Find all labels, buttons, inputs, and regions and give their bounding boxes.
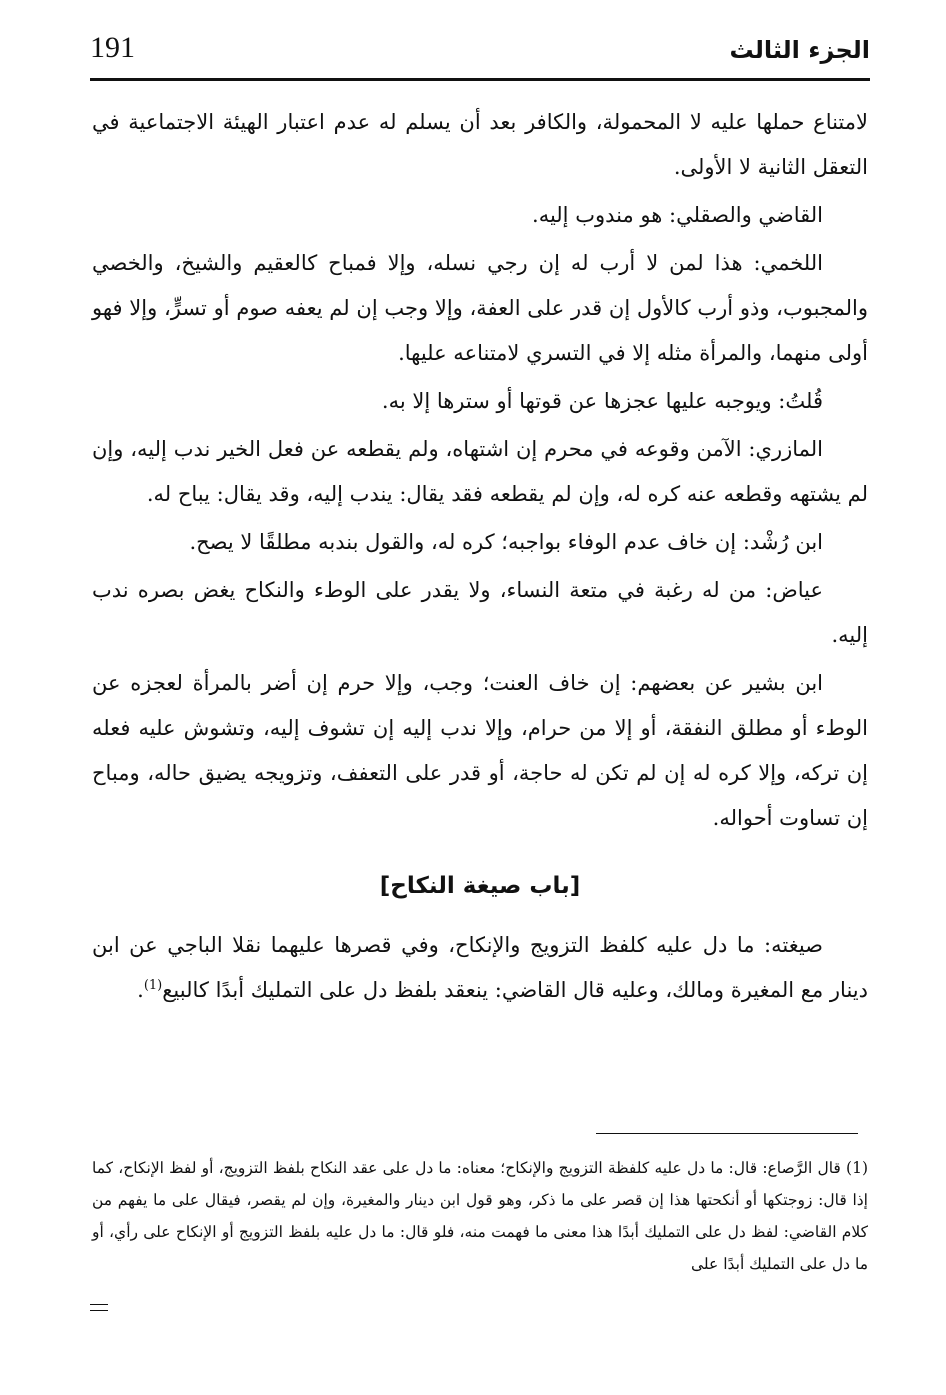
section-paragraph-text: صيغته: ما دل عليه كلفظ التزويج والإنكاح، وفي قصرها عليهما نقلا الباجي عن ابن دينار مع المغيرة ومالك، وعليه قال القاضي: ينعقد بلفظ دل على التمليك أبدًا كالبيع xyxy=(92,933,868,1002)
paragraph: قُلتُ: ويوجبه عليها عجزها عن قوتها أو سترها إلا به. xyxy=(381,389,823,413)
footnote-reference[interactable]: (1) xyxy=(143,978,163,993)
paragraph: لامتناع حملها عليه لا المحمولة، والكافر بعد أن يسلم له عدم اعتبار الهيئة الاجتماعية في التعقل الثانية لا الأولى. xyxy=(92,110,868,179)
paragraph: ابن بشير عن بعضهم: إن خاف العنت؛ وجب، وإلا حرم إن أضر بالمرأة لعجزه عن الوطء أو مطلق النفقة، أو إلا من حرام، وإلا ندب إليه إن تشوف إليه، وتشوش عليه فعله إن تركه، وإلا كره له إن لم تكن له حاجة، أو قدر على التعفف، وتزويجه يضيق حاله، ومباح إن تساوت أحواله. xyxy=(92,671,868,830)
continuation-mark xyxy=(90,1304,108,1311)
running-head: الجزء الثالث xyxy=(729,36,870,64)
footnote: (1) قال الرَّصاع: قال: ما دل عليه كلفظة التزويج والإنكاح؛ معناه: ما دل على عقد النكاح بلفظ التزويج، أو لفظ الإنكاح، كما إذا قال: زوجتكها أو أنكحتها هذا إن قصر على ما ذكر، وهو قول ابن دينار والمغيرة، وإن لم يقصر، فيقال على ما يفهم من كلام القاضي: لفظ دل على التمليك أبدًا هذا معنى ما فهمت منه، فلو قال: ما دل عليه بلفظ التزويج أو الإنكاح على رأي، أو ما دل على التمليك أبدًا على xyxy=(92,1159,868,1273)
main-text xyxy=(92,100,868,1016)
section-paragraph xyxy=(92,923,868,1013)
section-paragraph-end: . xyxy=(137,978,144,1002)
paragraph: القاضي والصقلي: هو مندوب إليه. xyxy=(532,203,823,227)
paragraph: اللخمي: هذا لمن لا أرب له إن رجي نسله، وإلا فمباح كالعقيم والشيخ، والخصي والمجبوب، وذو أرب كالأول إن قدر على العفة، وإلا وجب إن لم يعفه صوم أو تسرٍّ، وإلا فهو أولى منهما، والمرأة مثله إلا في التسري لامتناعه عليها. xyxy=(92,251,868,365)
footnote-separator xyxy=(596,1133,858,1134)
page-number: 191 xyxy=(90,31,135,64)
footnotes xyxy=(92,1152,868,1280)
paragraph: المازري: الآمن وقوعه في محرم إن اشتهاه، ولم يقطعه عن فعل الخير ندب إليه، وإن لم يشتهه وقطعه عنه كره له، وإن لم يقطعه فقد يقال: يندب إليه، وقد يقال: يباح له. xyxy=(92,437,868,506)
paragraph: عياض: من له رغبة في متعة النساء، ولا يقدر على الوطء والنكاح يغض بصره ندب إليه. xyxy=(92,578,868,647)
paragraph: ابن رُشْد: إن خاف عدم الوفاء بواجبه؛ كره له، والقول بندبه مطلقًا لا يصح. xyxy=(189,530,823,554)
page-header xyxy=(90,28,870,84)
section-heading: [باب صيغة النكاح] xyxy=(379,873,581,899)
header-rule xyxy=(90,78,870,81)
